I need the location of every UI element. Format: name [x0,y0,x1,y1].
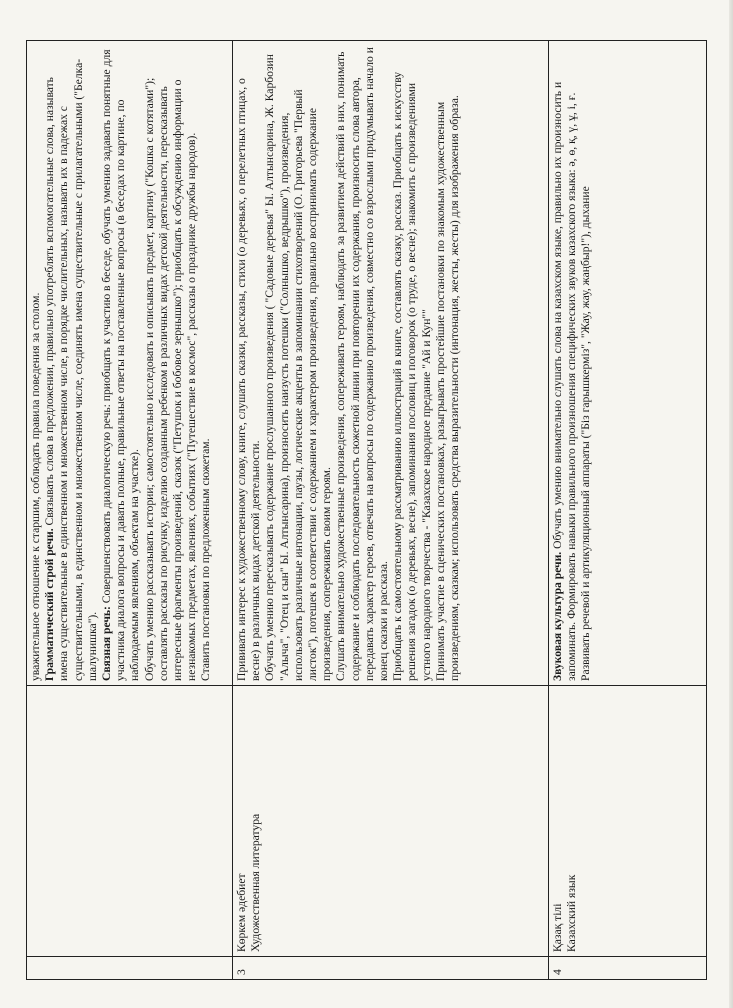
paragraph-heading: Грамматический строй речи. [43,528,57,681]
content-cell [549,41,707,686]
content-paragraph [551,45,579,681]
content-paragraph [579,45,593,681]
content-paragraph [391,45,434,681]
subject-kazakh: Қазақ тілі [551,903,564,952]
subject-cell [27,686,233,957]
subject-russian: Казахский язык [565,874,579,952]
subject-cell [233,686,549,957]
subject-russian: Художественная литература [249,813,263,952]
content-paragraph [434,45,462,681]
paragraph-text: Обучать умению рассказывать истории; самостоятельно исследовать и описывать предмет, картину ("Кошка с котятами"); составлять рассказы по рисунку, изделию созданным ребенком в различных видах детской деятельности, пересказывать интересные фрагменты произведений, сказок ("Петушок и бобовое зернышко"); приобщать к обсуждению информации о незнакомых предметах, явлениях, событиях ("Путешествие в космос", рассказы о празднике дружбы народов). [142,77,199,681]
content-paragraph [235,45,263,681]
row-number: 3 [233,957,549,980]
paragraph-text: Обучать умению пересказывать содержание прослушанного произведения ( "Садовые деревья" Ы. Алтынсарина, Ж. Карбозин "Алыча", "Отец и сын" Ы. Алтынсарина), произносить наизусть потешки ("Солнышко, ведрышко"), произведения, использовать различные интонации, паузы, логические акценты в запоминании стихотворений (О. Григорьева "Первый листок"), потешек в соответствии с содержанием и характером произведения, правильно воспринимать содержание произведения, сопереживать своим героям. [263,54,334,681]
curriculum-table [26,40,707,980]
content-paragraph [43,45,100,681]
content-paragraph [199,45,213,681]
rotated-sheet [26,40,706,980]
row-number [27,957,233,980]
paragraph-text: Связывать слова в предложении, правильно употреблять вспомогательные слова, называть имена существительные в единственном и множественном числе, в порядке числительных, называть их в падежах с существительными, в единственном и множественном числе, соединять имена существительные с прилагательными ("Белка-шалунишка"). [43,58,99,681]
subject-cell [549,686,707,957]
content-paragraph [29,45,43,681]
paragraph-text: Развивать речевой и артикуляционный аппараты ("Біз гарышкерміз", "Жау, жау, жаңбыр!"), дыхание [579,186,593,681]
paragraph-text: Прививать интерес к художественному слову, книге, слушать сказки, рассказы, стихи (о деревьях, о перелетных птицах, о весне) в различных видах детской деятельности. [235,78,263,681]
subject-kazakh: Көркем әдебиет [235,873,248,952]
content-paragraph [263,45,334,681]
paragraph-text: Приобщать к самостоятельному рассматриванию иллюстраций в книге, составлять сказку, рассказ. Приобщать к искусству решения загадок (о деревьях, весне), запоминания пословиц и поговорок (о труде, о весне); знакомить с произведениями устного народного творчества - "Казахское народное предание "Ай и Кун"" [391,71,433,681]
content-cell [27,41,233,686]
paragraph-text: Ставить постановки по предложенным сюжетам. [199,438,213,681]
content-paragraph [100,45,143,681]
paragraph-text: Принимать участие в сценических постановках, разыгрывать простейшие постановки по знакомым художественным произведениям, сказкам; использовать средства выразительности (интонация, жесты, жесты) для изображения образа. [433,95,462,681]
paragraph-text: Слушать внимательно художественные произведения, сопереживать героям, наблюдать за развитием действий в них, понимать содержание и соблюдать последовательность сюжетной линии при повторении их содержания, произносить слова автора, передавать характер героев, отвечать на вопросы по содержанию произведения, совместно со взрослыми придумывать начало и конец сказки и рассказа. [334,47,391,681]
content-cell [233,41,549,686]
paragraph-heading: Связная речь: [100,606,114,681]
table-row [549,41,707,980]
paragraph-heading: Звуковая культура речи. [551,551,564,681]
table-row [27,41,233,980]
scan-edge-shadow [729,0,733,1008]
paragraph-text: уважительное отношение к старшим, соблюдать правила поведения за столом. [29,292,42,681]
table-row [233,41,549,980]
paragraph-text: Совершенствовать диалогическую речь: приобщать к участию в беседе, обучать умению задавать понятные для участника диалога вопросы и давать полные, правильные ответы на поставленные вопросы (в беседах по картине, по наблюдаемым явлениям, объектам на участке). [100,49,142,681]
content-paragraph [334,45,391,681]
row-number: 4 [549,957,707,980]
content-paragraph [143,45,200,681]
paragraph-text: Обучать умению внимательно слушать слова на казахском языке, правильно их произносить и запоминать. Формировать навыки правильного произношения специфических звуков казахского языка: ә, ө, қ, ү, ұ, і, ғ. [551,81,579,681]
